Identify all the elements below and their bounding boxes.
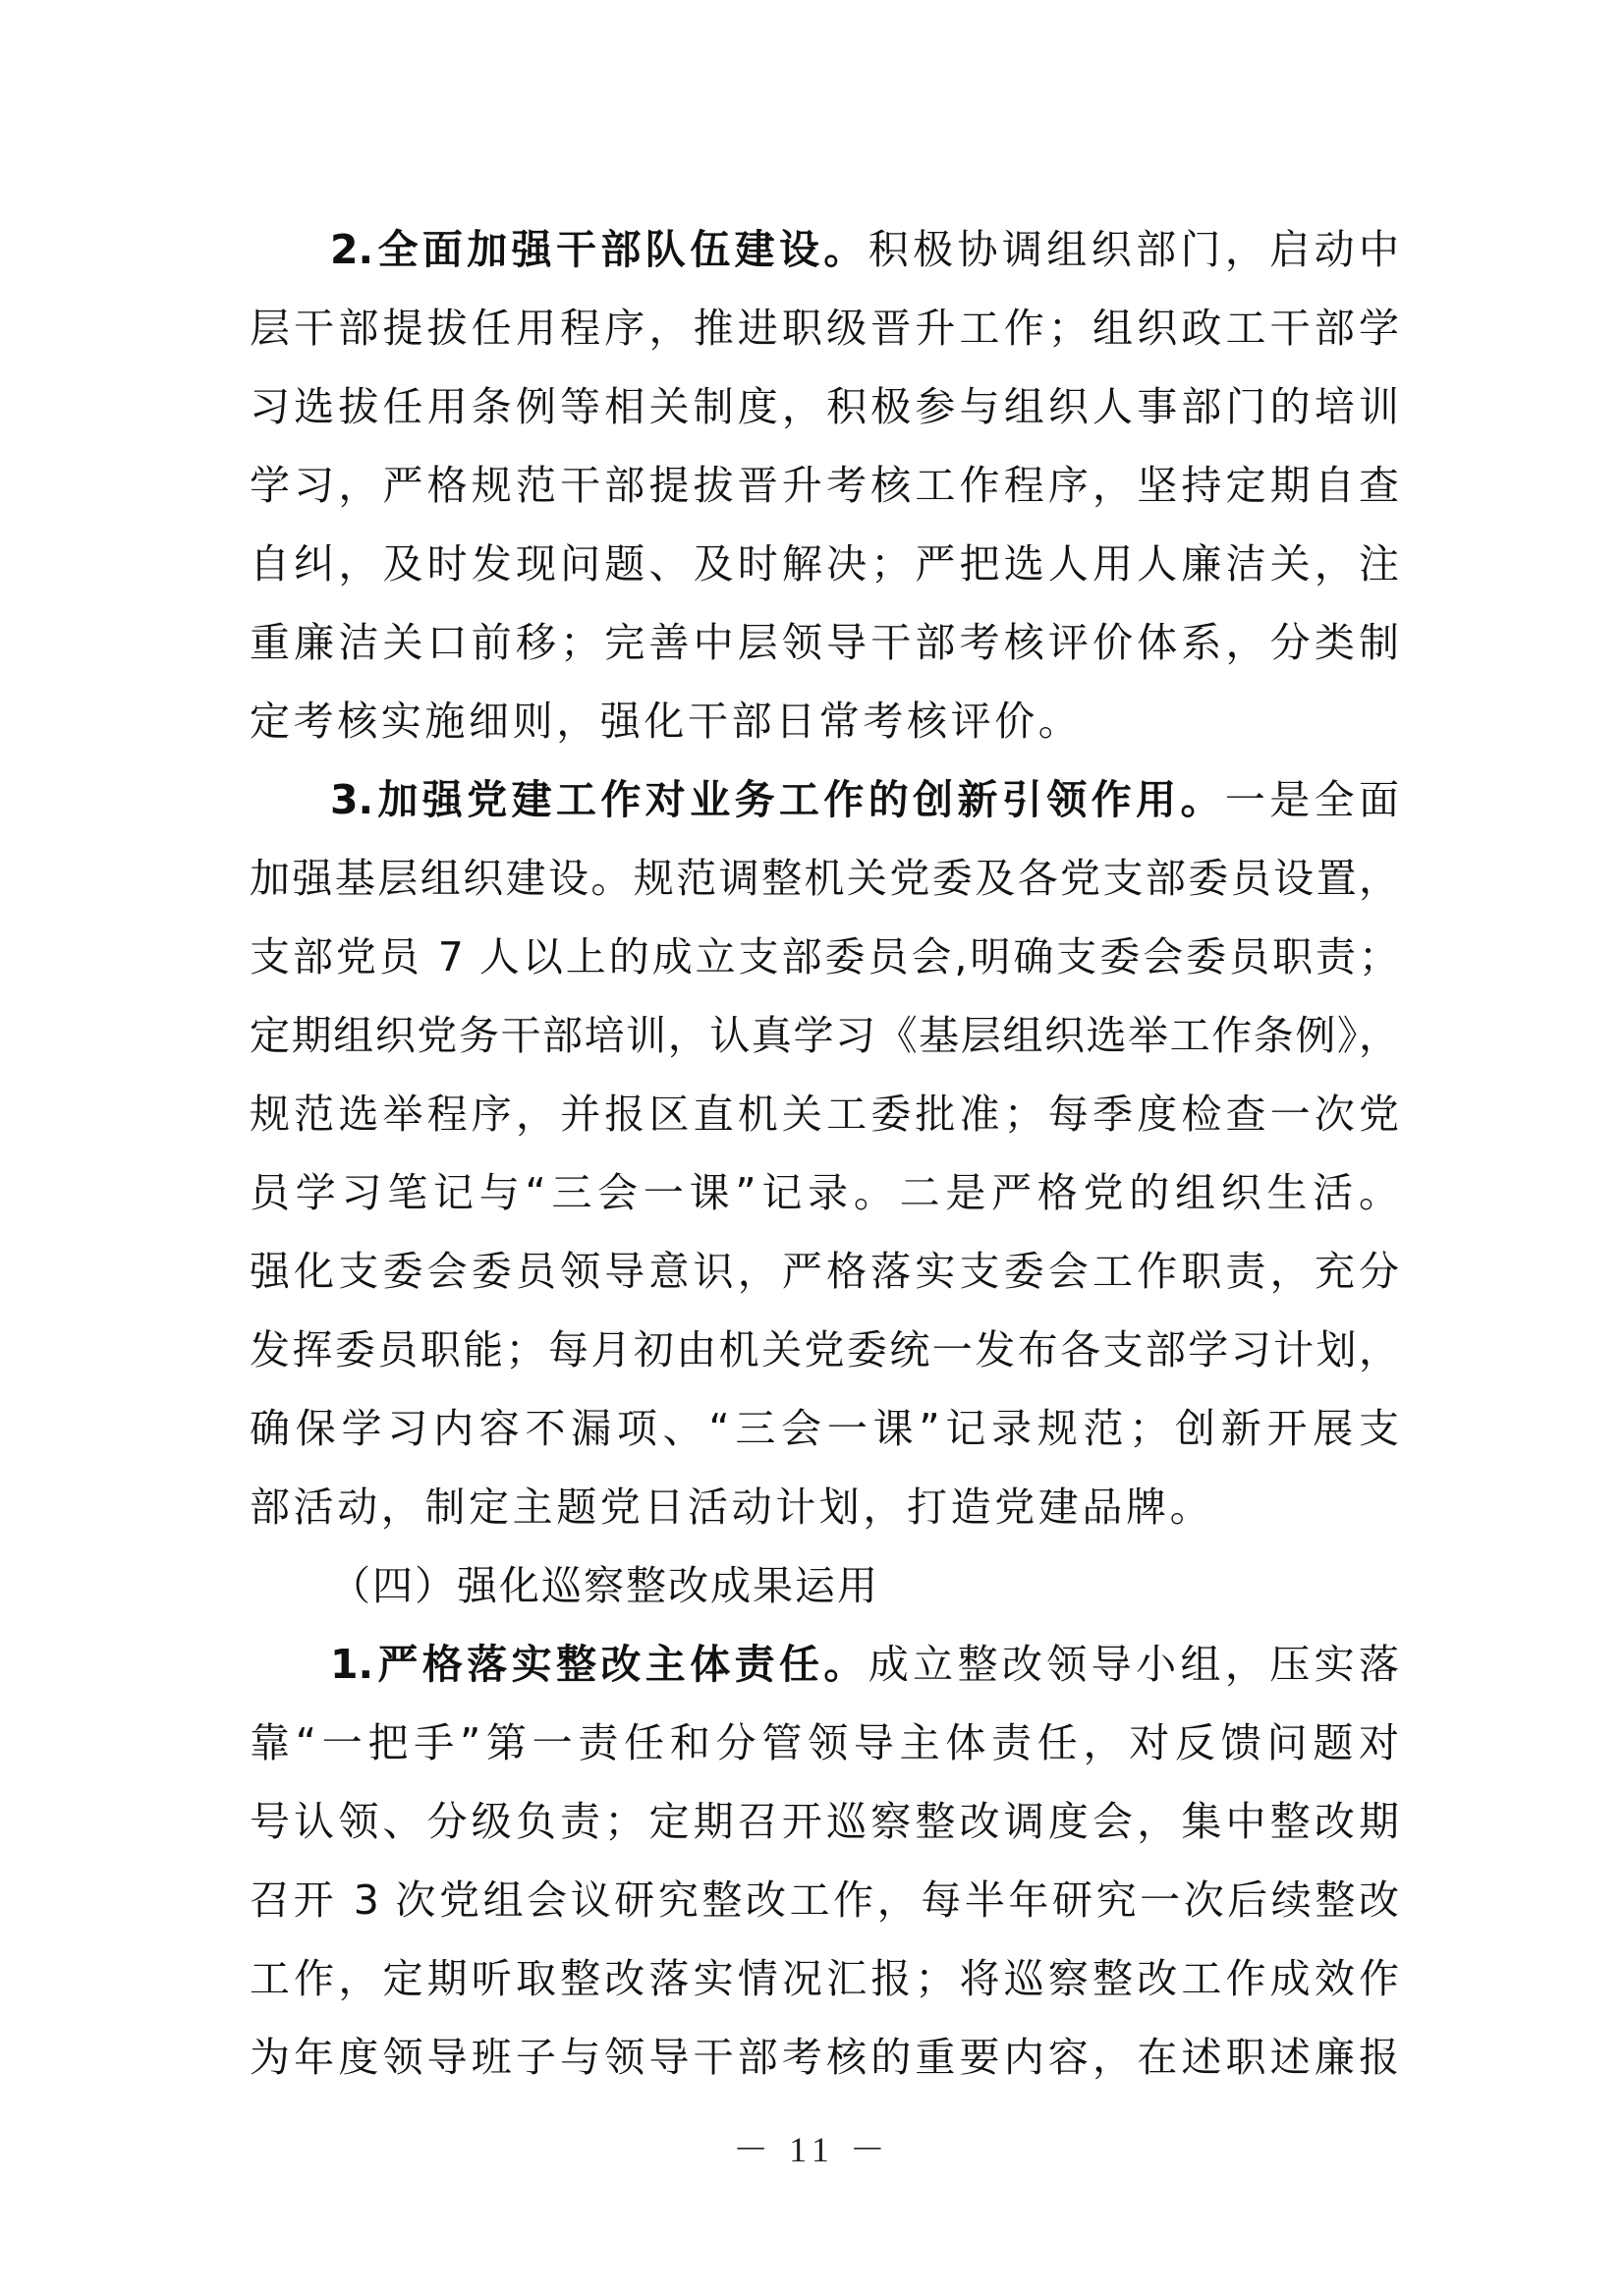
paragraph-3-line-3: 号认领、分级负责；定期召开巡察整改调度会，集中整改期 (250, 1798, 1399, 1845)
paragraph-2-line-4: 定期组织党务干部培训，认真学习《基层组织选举工作条例》， (250, 1012, 1399, 1059)
paragraph-1-line-1 (250, 210, 1399, 289)
paragraph-1-line-2: 层干部提拔任用程序，推进职级晋升工作；组织政工干部学 (250, 305, 1399, 352)
page-number: － 11 － (733, 2130, 891, 2169)
paragraph-1-line-3: 习选拔任用条例等相关制度，积极参与组织人事部门的培训 (250, 383, 1399, 430)
paragraph-2-line-3: 支部党员 7 人以上的成立支部委员会,明确支委会委员职责； (250, 933, 1399, 980)
paragraph-1-heading: 2.全面加强干部队伍建设。 (330, 226, 868, 273)
paragraph-1-line-6: 重廉洁关口前移；完善中层领导干部考核评价体系，分类制 (250, 619, 1399, 666)
paragraph-3-line-4: 召开 3 次党组会议研究整改工作，每半年研究一次后续整改 (250, 1876, 1399, 1924)
paragraph-2-line-9: 确保学习内容不漏项、“三会一课”记录规范；创新开展支 (250, 1405, 1399, 1452)
paragraph-2-line-1 (250, 760, 1399, 839)
paragraph-2-line-8: 发挥委员职能；每月初由机关党委统一发布各支部学习计划， (250, 1326, 1399, 1373)
paragraph-1-line-5: 自纠，及时发现问题、及时解决；严把选人用人廉洁关，注 (250, 540, 1399, 588)
paragraph-3-line-1 (250, 1625, 1399, 1704)
paragraph-2-line-2: 加强基层组织建设。规范调整机关党委及各党支部委员设置， (250, 855, 1399, 902)
paragraph-2-line-7: 强化支委会委员领导意识，严格落实支委会工作职责，充分 (250, 1248, 1399, 1295)
paragraph-3-text: 成立整改领导小组，压实落 (868, 1641, 1400, 1688)
document-body (250, 210, 1399, 2097)
paragraph-1-text: 积极协调组织部门，启动中 (868, 226, 1400, 273)
paragraph-1-line-4: 学习，严格规范干部提拔晋升考核工作程序，坚持定期自查 (250, 462, 1399, 509)
subsection-title: （四）强化巡察整改成果运用 (330, 1562, 879, 1609)
paragraph-3-line-6: 为年度领导班子与领导干部考核的重要内容，在述职述廉报 (250, 2034, 1399, 2081)
paragraph-3-line-5: 工作，定期听取整改落实情况汇报；将巡察整改工作成效作 (250, 1955, 1399, 2002)
paragraph-2-line-5: 规范选举程序，并报区直机关工委批准；每季度检查一次党 (250, 1091, 1399, 1138)
paragraph-2-line-10: 部活动，制定主题党日活动计划，打造党建品牌。 (250, 1484, 1214, 1531)
paragraph-3-heading: 1.严格落实整改主体责任。 (330, 1641, 868, 1688)
paragraph-1-line-7: 定考核实施细则，强化干部日常考核评价。 (250, 698, 1083, 745)
paragraph-3-line-2: 靠“一把手”第一责任和分管领导主体责任，对反馈问题对 (250, 1719, 1399, 1766)
paragraph-2-line-6: 员学习笔记与“三会一课”记录。二是严格党的组织生活。 (250, 1169, 1399, 1216)
paragraph-2-heading: 3.加强党建工作对业务工作的创新引领作用。 (330, 776, 1225, 823)
paragraph-2-text: 一是全面 (1224, 776, 1400, 823)
